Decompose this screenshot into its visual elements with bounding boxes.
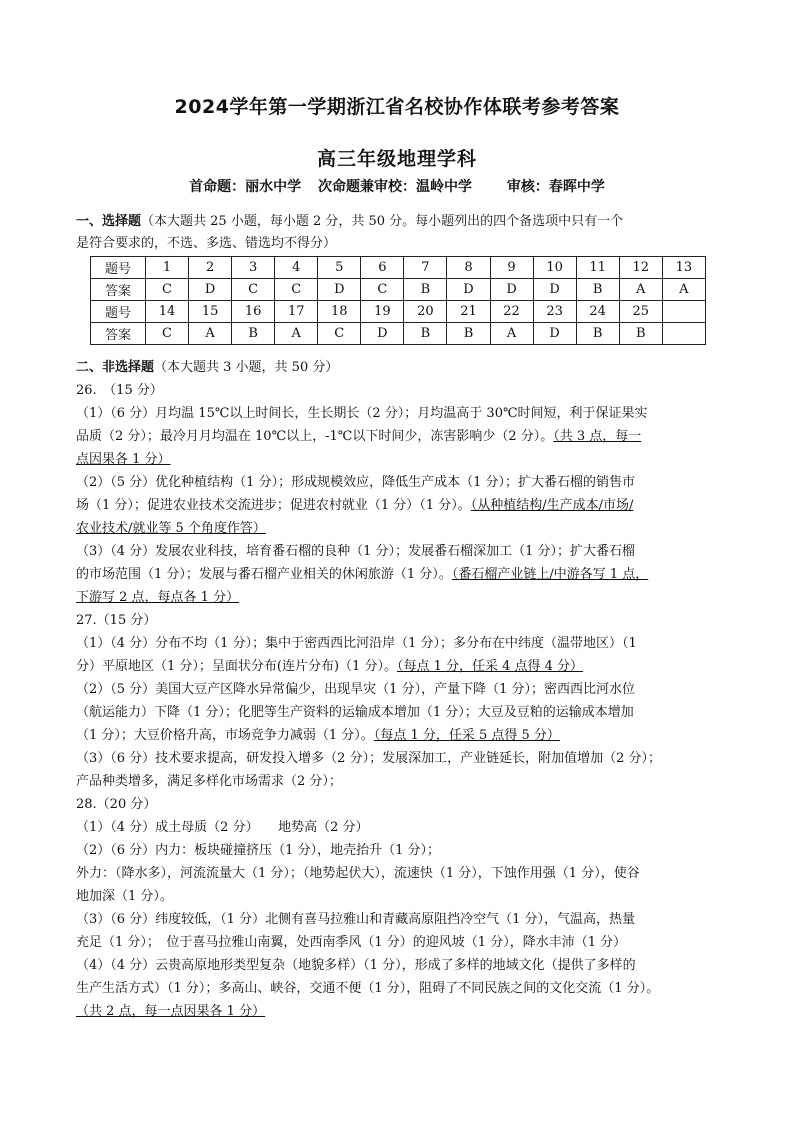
row-label: 题号	[91, 257, 146, 279]
q28-part2-line3: 地加深（1 分）。	[76, 889, 173, 904]
table-cell: 7	[404, 257, 447, 279]
table-cell: D	[189, 279, 232, 301]
q27-part2-line1: （2）（5 分）美国大豆产区降水异常偏少，出现旱灾（1 分），产量下降（1 分）；密西西比河水位	[76, 682, 635, 697]
q28-part3-line1: （3）（6 分）纬度较低，（1 分）北侧有喜马拉雅山和青藏高原阻挡冷空气（1 分），气温高，热量	[76, 912, 635, 927]
q28-part2-line2: 外力：（降水多），河流流量大（1 分）；（地势起伏大），流速快（1 分），下蚀作用强（1 分），使谷	[76, 866, 640, 881]
q27-part2-line3: （1 分）；大豆价格升高，市场竞争力减弱（1 分）。（每点 1 分，任采 5 点得 5 分）	[76, 728, 560, 743]
table-cell: B	[576, 279, 619, 301]
table-cell: C	[232, 279, 275, 301]
section1-heading: 一、选择题	[76, 214, 142, 229]
q28-heading: 28.（20 分）	[76, 797, 157, 812]
q26-part3-scoring-note: （番石榴产业链上/中游各写 1 点，	[451, 567, 649, 582]
table-cell: 17	[275, 301, 318, 323]
table-cell: 14	[146, 301, 189, 323]
q26-part3-line3: 下游写 2 点，每点各 1 分）	[76, 590, 240, 605]
table-cell: 15	[189, 301, 232, 323]
subject-title: 高三年级地理学科	[316, 148, 477, 170]
table-cell: 4	[275, 257, 318, 279]
reviewer-school: 审核：春晖中学	[506, 179, 605, 195]
q27-part2-line2: （航运能力）下降（1 分）；化肥等生产资料的运输成本增加（1 分）；大豆及豆粕的运输成本增加	[76, 705, 634, 720]
q26-part3-line1: （3）（4 分）发展农业科技，培育番石榴的良种（1 分）；发展番石榴深加工（1 分）；扩大番石榴	[76, 544, 635, 559]
table-cell: 12	[619, 257, 662, 279]
q27-part1-scoring-note: （每点 1 分，任采 4 点得 4 分）	[396, 659, 584, 674]
section2-heading: 二、非选择题	[76, 360, 155, 375]
table-cell: 18	[318, 301, 361, 323]
table-cell	[662, 323, 705, 345]
row-label: 题号	[91, 301, 146, 323]
table-cell: D	[533, 279, 576, 301]
answer-row	[91, 279, 706, 301]
q28-part2-line1: （2）（6 分）内力：板块碰撞挤压（1 分），地壳抬升（1 分）；	[76, 843, 440, 858]
table-cell: 21	[447, 301, 490, 323]
table-cell: D	[318, 279, 361, 301]
table-cell: D	[490, 279, 533, 301]
section1-desc-line2: 是符合要求的，不选、多选、错选均不得分）	[76, 236, 337, 251]
table-cell: B	[576, 323, 619, 345]
section1-desc-line1: 一、选择题（本大题共 25 小题，每小题 2 分，共 50 分。每小题列出的四个备选项中只有一个	[76, 214, 624, 229]
table-cell: 11	[576, 257, 619, 279]
table-cell: C	[318, 323, 361, 345]
answer-row	[91, 323, 706, 345]
question-number-row	[91, 257, 706, 279]
q28-part1: （1）（4 分）成土母质（2 分） 地势高（2 分）	[76, 820, 369, 835]
table-cell: 13	[662, 257, 705, 279]
table-cell: A	[490, 323, 533, 345]
table-cell: 25	[619, 301, 662, 323]
q27-heading: 27.（15 分）	[76, 613, 157, 628]
table-cell: C	[146, 323, 189, 345]
school-credits	[0, 176, 794, 196]
table-cell: 9	[490, 257, 533, 279]
table-cell: 5	[318, 257, 361, 279]
section2-header: 二、非选择题（本大题共 3 小题，共 50 分）	[76, 360, 339, 375]
q28-part3-line2: 充足（1 分）； 位于喜马拉雅山南翼，处西南季风（1 分）的迎风坡（1 分），降水丰沛（1 分）	[76, 935, 627, 950]
q28-part4-scoring-note: （共 2 点，每一点因果各 1 分）	[76, 1004, 266, 1019]
page-title: 2024学年第一学期浙江省名校协作体联考参考答案	[174, 96, 620, 118]
table-cell: A	[619, 279, 662, 301]
table-cell: A	[275, 323, 318, 345]
table-cell: 1	[146, 257, 189, 279]
table-cell: D	[447, 279, 490, 301]
table-cell: C	[275, 279, 318, 301]
question-number-row	[91, 301, 706, 323]
table-cell: 22	[490, 301, 533, 323]
table-cell: B	[619, 323, 662, 345]
table-cell: C	[146, 279, 189, 301]
second-author-school: 次命题兼审校：温岭中学	[318, 179, 472, 195]
q26-heading: 26. （15 分）	[76, 383, 163, 398]
q28-part4-line2: 生产生活方式）（1 分）；多高山、峡谷，交通不便（1 分），阻碍了不同民族之间的文化交流（1 分）。	[76, 981, 660, 996]
q27-part2-scoring-note: （每点 1 分，任采 5 点得 5 分）	[373, 728, 560, 743]
table-cell: B	[404, 279, 447, 301]
q26-part2-line3: 农业技术/就业等 5 个角度作答）	[76, 521, 266, 536]
q26-part3-line2: 的市场范围（1 分）；发展与番石榴产业相关的休闲旅游（1 分）。（番石榴产业链上/中游各写 1 点，	[76, 567, 649, 582]
table-cell: 3	[232, 257, 275, 279]
q26-part1-scoring-note: （共 3 点，每一	[553, 429, 642, 444]
q26-part2-line2: 场（1 分）；促进农业技术交流进步；促进农村就业（1 分）（1 分）。（从种植结构/生产成本/市场/	[76, 498, 634, 513]
table-cell: B	[232, 323, 275, 345]
table-cell: C	[361, 279, 404, 301]
row-label: 答案	[91, 323, 146, 345]
q26-part1-line1: （1）（6 分）月均温 15℃以上时间长，生长期长（2 分）；月均温高于 30℃时间短，利于保证果实	[76, 406, 648, 421]
q26-part2-scoring-note: （从种植结构/生产成本/市场/	[470, 498, 634, 513]
q26-part1-line2: 品质（2 分）；最冷月月均温在 10℃以上，-1℃以下时间少，冻害影响少（2 分）。（共 3 点，每一	[76, 429, 642, 444]
table-cell: 6	[361, 257, 404, 279]
table-cell: A	[662, 279, 705, 301]
row-label: 答案	[91, 279, 146, 301]
table-cell: A	[189, 323, 232, 345]
q26-part2-line1: （2）（5 分）优化种植结构（1 分）；形成规模效应，降低生产成本（1 分）；扩大番石榴的销售市	[76, 475, 635, 490]
table-cell: 24	[576, 301, 619, 323]
q27-part1-line2: 分）平原地区（1 分）；呈面状分布(连片分布)（1 分）。（每点 1 分，任采 4 点得 4 分）	[76, 659, 584, 674]
q28-part4-line3	[76, 1000, 724, 1019]
table-cell	[662, 301, 705, 323]
table-cell: 19	[361, 301, 404, 323]
q27-part3-line1: （3）（6 分）技术要求提高，研发投入增多（2 分）；发展深加工，产业链延长，附加值增加（2 分）；	[76, 751, 661, 766]
table-cell: B	[404, 323, 447, 345]
table-cell: 2	[189, 257, 232, 279]
table-cell: 20	[404, 301, 447, 323]
table-cell: D	[533, 323, 576, 345]
table-cell: 23	[533, 301, 576, 323]
table-cell: 8	[447, 257, 490, 279]
q27-part3-line2: 产品种类增多，满足多样化市场需求（2 分）；	[76, 774, 342, 789]
q26-part1-line3: 点因果各 1 分）	[76, 452, 171, 467]
q27-part1-line1: （1）（4 分）分布不均（1 分）；集中于密西西比河沿岸（1 分）；多分布在中纬度（温带地区）（1	[76, 636, 637, 651]
q28-part4-line1: （4）（4 分）云贵高原地形类型复杂（地貌多样）（1 分），形成了多样的地域文化（提供了多样的	[76, 958, 636, 973]
table-cell: D	[361, 323, 404, 345]
table-cell: 10	[533, 257, 576, 279]
table-cell: B	[447, 323, 490, 345]
table-cell: 16	[232, 301, 275, 323]
first-author-school: 首命题：丽水中学	[189, 179, 302, 195]
answer-table	[90, 256, 706, 345]
